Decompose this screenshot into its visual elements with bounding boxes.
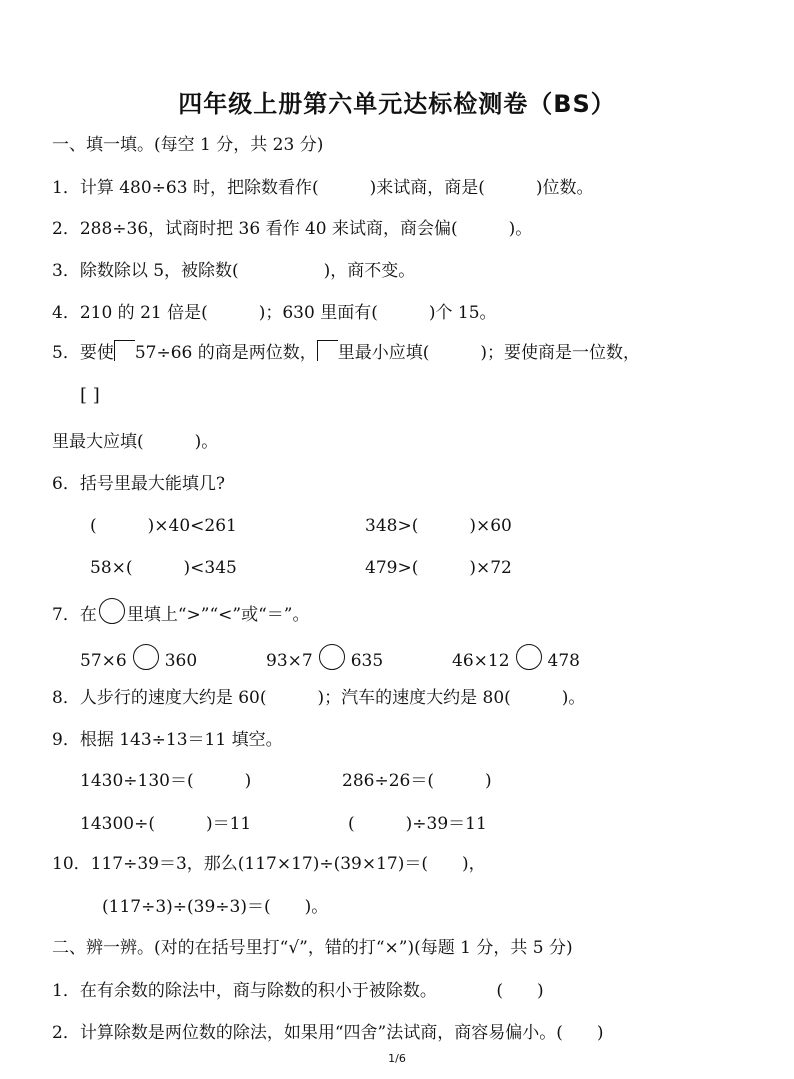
- blank-box-icon: [114, 340, 135, 361]
- question-10: 10．117÷39＝3，那么(117×17)÷(39×17)＝( )，: [52, 854, 486, 874]
- question-9-item: 286÷26＝( ): [342, 771, 492, 791]
- question-5: [52, 340, 640, 364]
- question-1: 1．计算 480÷63 时，把除数看作( )来试商，商是( )位数。: [52, 178, 594, 198]
- blank-box-icon: [317, 340, 338, 361]
- question-5-part-d: 里最大应填( )。: [52, 432, 219, 452]
- circle-icon: [319, 644, 345, 670]
- judge-question-2: 2．计算除数是两位数的除法，如果用“四舍”法试商，商容易偏小。( ): [52, 1023, 604, 1043]
- compare-left: 93×7: [266, 651, 313, 671]
- page-number: 1/6: [388, 1052, 406, 1065]
- question-7-part-a: 7．在: [52, 605, 97, 625]
- compare-item: [80, 644, 197, 672]
- compare-item: [452, 644, 580, 672]
- question-5-part-a: 5．要使: [52, 343, 114, 363]
- question-9: 9．根据 143÷13＝11 填空。: [52, 730, 283, 750]
- question-5-part-b: 57÷66 的商是两位数，: [134, 343, 317, 363]
- question-6-item: ( )×40<261: [90, 516, 237, 536]
- compare-left: 57×6: [80, 651, 127, 671]
- circle-icon: [99, 598, 125, 624]
- question-2: 2．288÷36，试商时把 36 看作 40 来试商，商会偏( )。: [52, 219, 533, 239]
- question-7: [52, 598, 309, 626]
- question-6: 6．括号里最大能填几?: [52, 474, 225, 494]
- circle-icon: [133, 644, 159, 670]
- section1-heading: 一、填一填。(每空 1 分，共 23 分): [52, 135, 324, 155]
- blank-bracket: [ ]: [80, 385, 100, 406]
- question-4: 4．210 的 21 倍是( )；630 里面有( )个 15。: [52, 303, 497, 323]
- question-7-part-b: 里填上“>”“<”或“＝”。: [126, 605, 310, 625]
- question-10-part-b: (117÷3)÷(39÷3)＝( )。: [102, 897, 329, 917]
- compare-item: [266, 644, 383, 672]
- question-9-item: 1430÷130＝( ): [80, 771, 252, 791]
- question-9-item: 14300÷( )＝11: [80, 814, 252, 834]
- question-9-item: ( )÷39＝11: [348, 814, 487, 834]
- question-6-item: 348>( )×60: [365, 516, 512, 536]
- question-8: 8．人步行的速度大约是 60( )；汽车的速度大约是 80( )。: [52, 688, 586, 708]
- compare-left: 46×12: [452, 651, 510, 671]
- section2-heading: 二、辨一辨。(对的在括号里打“√”，错的打“×”)(每题 1 分，共 5 分): [52, 938, 573, 958]
- circle-icon: [516, 644, 542, 670]
- compare-right: 635: [350, 651, 384, 671]
- judge-question-1: 1．在有余数的除法中，商与除数的积小于被除数。 ( ): [52, 981, 544, 1001]
- compare-right: 360: [164, 651, 198, 671]
- question-6-item: 479>( )×72: [365, 558, 512, 578]
- question-3: 3．除数除以 5，被除数( )，商不变。: [52, 261, 416, 281]
- question-5-part-c: 里最小应填( )；要使商是一位数，: [337, 343, 641, 363]
- page-title: 四年级上册第六单元达标检测卷（BS）: [178, 90, 616, 118]
- question-6-item: 58×( )<345: [90, 558, 237, 578]
- compare-right: 478: [547, 651, 580, 671]
